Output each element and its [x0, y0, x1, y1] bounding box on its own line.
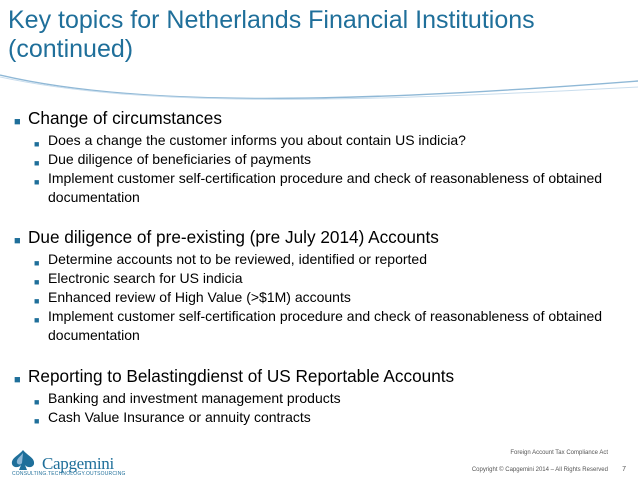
list-item [34, 408, 632, 427]
square-bullet-icon: ■ [14, 235, 21, 247]
list-item-text: Due diligence of beneficiaries of payments [48, 151, 312, 167]
square-bullet-icon: ■ [34, 177, 40, 187]
list-item-text: Determine accounts not to be reviewed, identified or reported [48, 251, 427, 267]
list-item [34, 250, 632, 269]
section-heading [14, 227, 632, 248]
list-item [34, 288, 632, 307]
square-bullet-icon: ■ [34, 277, 40, 287]
bullet-list [14, 389, 632, 427]
square-bullet-icon: ■ [14, 374, 21, 386]
brand-tagline: CONSULTING.TECHNOLOGY.OUTSOURCING [12, 471, 126, 477]
slide-title: Key topics for Netherlands Financial Institutions (continued) [8, 6, 535, 63]
spade-logo-icon [8, 449, 38, 471]
brand-name: Capgemini [42, 454, 114, 473]
square-bullet-icon: ■ [34, 258, 40, 268]
list-item [34, 169, 632, 207]
list-item [34, 389, 632, 408]
list-item [34, 131, 632, 150]
list-item [34, 269, 632, 288]
section-heading-text: Due diligence of pre-existing (pre July 2014) Accounts [28, 227, 439, 247]
footer-document-title: Foreign Account Tax Compliance Act [510, 450, 608, 456]
list-item-text: Cash Value Insurance or annuity contracts [48, 409, 311, 425]
section-due-diligence [14, 227, 632, 345]
list-item-text: Enhanced review of High Value (>$1M) accounts [48, 289, 351, 305]
section-heading-text: Reporting to Belastingdienst of US Reportable Accounts [28, 366, 455, 386]
square-bullet-icon: ■ [34, 315, 40, 325]
square-bullet-icon: ■ [34, 397, 40, 407]
list-item-text: Banking and investment management products [48, 390, 341, 406]
section-reporting [14, 366, 632, 427]
capgemini-logo [6, 449, 126, 477]
slide-body [14, 108, 632, 427]
section-heading [14, 108, 632, 129]
list-item [34, 150, 632, 169]
page-number: 7 [622, 466, 626, 473]
footer-copyright: Copyright © Capgemini 2014 – All Rights Reserved [471, 467, 608, 473]
list-item-text: Implement customer self-certification procedure and check of reasonableness of obtained documentation [48, 308, 603, 343]
bullet-list [14, 250, 632, 345]
square-bullet-icon: ■ [14, 116, 21, 128]
slide-footer [0, 446, 638, 479]
square-bullet-icon: ■ [34, 416, 40, 426]
section-heading [14, 366, 632, 387]
list-item-text: Does a change the customer informs you about contain US indicia? [48, 132, 466, 148]
bullet-list [14, 131, 632, 207]
list-item-text: Implement customer self-certification procedure and check of reasonableness of obtained documentation [48, 170, 603, 205]
square-bullet-icon: ■ [34, 139, 40, 149]
list-item [34, 307, 632, 345]
section-change-of-circumstances [14, 108, 632, 207]
list-item-text: Electronic search for US indicia [48, 270, 243, 286]
square-bullet-icon: ■ [34, 158, 40, 168]
header-swoosh-decoration [0, 73, 638, 109]
section-heading-text: Change of circumstances [28, 108, 222, 128]
square-bullet-icon: ■ [34, 296, 40, 306]
